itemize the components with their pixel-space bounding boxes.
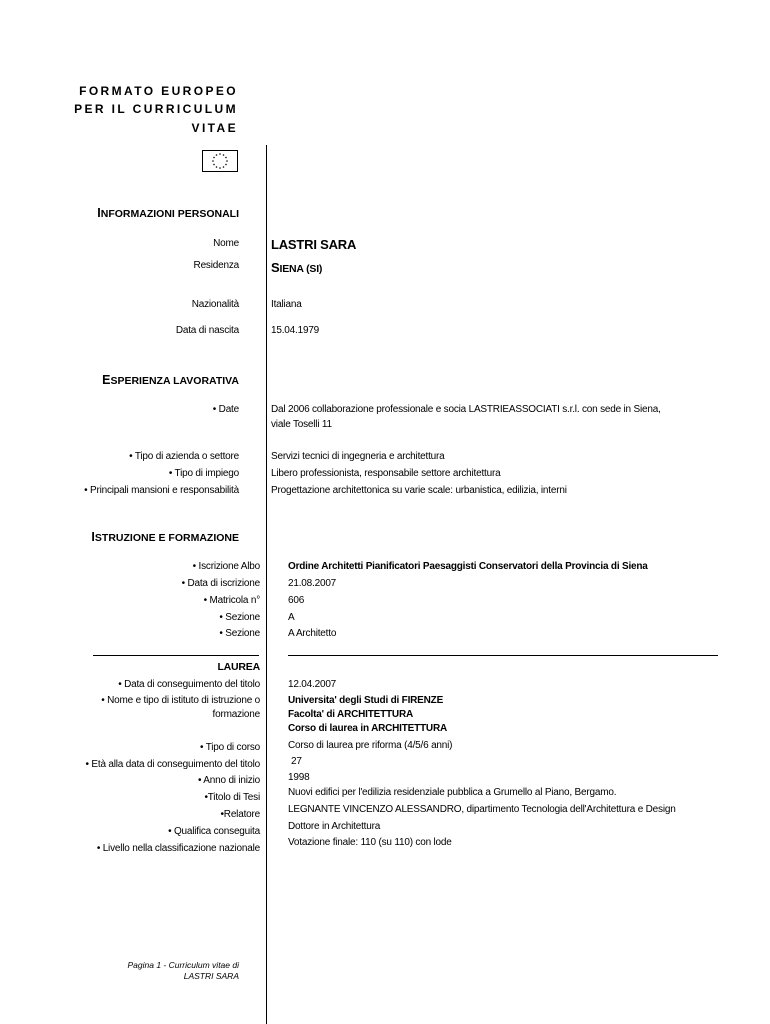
data-iscrizione-value: 21.08.2007 (288, 578, 337, 589)
impiego-label: • Tipo di impiego (168, 468, 239, 479)
matricola-value: 606 (288, 595, 305, 606)
date-label: • Date (212, 404, 239, 415)
azienda-label: • Tipo di azienda o settore (129, 451, 239, 462)
column-divider (266, 145, 267, 1024)
conseguimento-label: • Data di conseguimento del titolo (118, 679, 260, 690)
impiego-value: Libero professionista, responsabile settore architettura (271, 468, 501, 479)
istituto-value-line3: Corso di laurea in ARCHITETTURA (288, 723, 447, 734)
sezione-value-2: A Architetto (288, 628, 337, 639)
livello-label: • Livello nella classificazione nazionale (96, 843, 260, 854)
albo-label: • Iscrizione Albo (192, 561, 260, 572)
tesi-label: •Titolo di Tesi (204, 792, 260, 803)
relatore-label: •Relatore (220, 809, 260, 820)
relatore-value: LEGNANTE VINCENZO ALESSANDRO, dipartimento Tecnologia dell'Architettura e Design (288, 804, 676, 815)
istituto-label-line1: • Nome e tipo di istituto di istruzione o (101, 695, 260, 706)
section-work-experience: ESPERIENZA LAVORATIVA (102, 373, 239, 387)
eu-flag-icon (202, 150, 238, 172)
tesi-value: Nuovi edifici per l'edilizia residenziale pubblica a Grumello al Piano, Bergamo. (288, 787, 617, 798)
nascita-label: Data di nascita (175, 325, 239, 336)
sezione-label-1: • Sezione (219, 612, 260, 623)
albo-value: Ordine Architetti Pianificatori Paesaggisti Conservatori della Provincia di Siena (288, 561, 648, 572)
anno-inizio-value: 1998 (288, 772, 310, 783)
page-footer (128, 960, 240, 982)
sezione-value-1: A (288, 612, 295, 623)
laurea-heading: LAUREA (217, 661, 260, 673)
section-personal-info: INFORMAZIONI PERSONALI (97, 206, 239, 220)
eta-label: • Età alla data di conseguimento del titolo (85, 759, 260, 770)
matricola-label: • Matricola n° (203, 595, 260, 606)
istituto-label-line2: formazione (212, 709, 260, 720)
nascita-value: 15.04.1979 (271, 325, 320, 336)
mansioni-value: Progettazione architettonica su varie scale: urbanistica, edilizia, interni (271, 485, 567, 496)
eta-value: 27 (291, 756, 302, 767)
mansioni-label: • Principali mansioni e responsabilità (84, 485, 239, 496)
conseguimento-value: 12.04.2007 (288, 679, 337, 690)
nome-value: LASTRI SARA (271, 237, 357, 252)
sezione-label-2: • Sezione (219, 628, 260, 639)
separator-left (93, 655, 259, 656)
title-line-2: PER IL CURRICULUM (74, 102, 238, 116)
istituto-value-line1: Universita' degli Studi di FIRENZE (288, 695, 444, 706)
title-line-3: VITAE (191, 121, 238, 135)
istituto-value-line2: Facolta' di ARCHITETTURA (288, 709, 413, 720)
residenza-label: Residenza (193, 260, 239, 271)
footer-line-2: LASTRI SARA (183, 971, 239, 981)
section-education: ISTRUZIONE E FORMAZIONE (91, 530, 239, 544)
tipo-corso-value: Corso di laurea pre riforma (4/5/6 anni) (288, 740, 453, 751)
footer-line-1: Pagina 1 - Curriculum vitae di (127, 960, 239, 970)
nazionalita-label: Nazionalità (191, 299, 239, 310)
livello-value: Votazione finale: 110 (su 110) con lode (288, 837, 452, 848)
nazionalita-value: Italiana (271, 299, 302, 310)
tipo-corso-label: • Tipo di corso (200, 742, 260, 753)
separator-right (288, 655, 718, 656)
date-value-line1: Dal 2006 collaborazione professionale e socia LASTRIEASSOCIATI s.r.l. con sede in Siena, (271, 404, 661, 415)
title-line-1: FORMATO EUROPEO (79, 84, 238, 98)
date-value-line2: viale Toselli 11 (271, 419, 332, 430)
azienda-value: Servizi tecnici di ingegneria e architettura (271, 451, 445, 462)
nome-label: Nome (213, 238, 239, 249)
anno-inizio-label: • Anno di inizio (197, 775, 260, 786)
qualifica-value: Dottore in Architettura (288, 821, 381, 832)
residenza-value: SIENA (SI) (271, 260, 323, 275)
qualifica-label: • Qualifica conseguita (168, 826, 260, 837)
data-iscrizione-label: • Data di iscrizione (181, 578, 260, 589)
